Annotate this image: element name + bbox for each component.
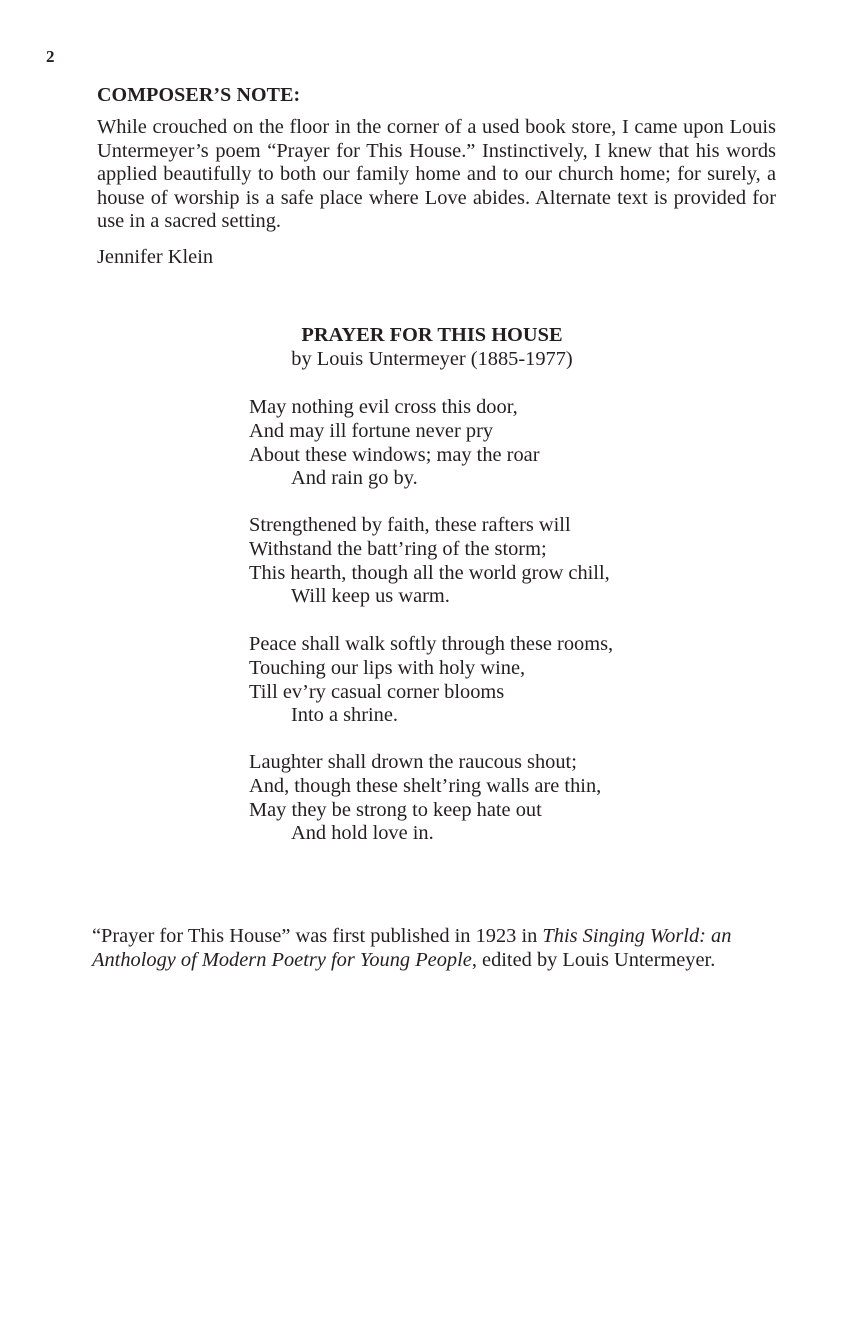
poem-stanza-2 — [249, 514, 669, 609]
composers-note-heading: COMPOSER’S NOTE: — [97, 84, 301, 106]
poem-line: About these windows; may the roar — [249, 443, 540, 466]
page-number: 2 — [46, 47, 55, 66]
poem-line-indented: And hold love in. — [291, 822, 434, 845]
poem-line: May they be strong to keep hate out — [249, 798, 542, 821]
publication-note-book-title: This Singing World: an Anthology of Modern Poetry for Young People — [92, 925, 732, 971]
poem-stanza-4 — [249, 751, 669, 846]
poem-line: This hearth, though all the world grow chill, — [249, 561, 610, 584]
poem-line: Laughter shall drown the raucous shout; — [249, 751, 577, 773]
poem-line: Till ev’ry casual corner blooms — [249, 680, 505, 703]
poem-title: PRAYER FOR THIS HOUSE — [301, 324, 563, 346]
poem-line: Withstand the batt’ring of the storm; — [249, 537, 547, 560]
composers-note-signature: Jennifer Klein — [97, 246, 214, 268]
poem-line: May nothing evil cross this door, — [249, 396, 518, 418]
poem-byline: by Louis Untermeyer (1885-1977) — [291, 348, 573, 370]
poem-line-indented: Into a shrine. — [291, 704, 399, 727]
poem-line: Touching our lips with holy wine, — [249, 656, 526, 679]
poem-line-indented: Will keep us warm. — [291, 585, 450, 608]
poem-stanza-3 — [249, 633, 669, 728]
publication-note — [92, 924, 782, 972]
composers-note-body: While crouched on the floor in the corner of a used book store, I came upon Louis Untermeyer’s poem “Prayer for This House.” Instinctively, I knew that his words applied beautifully to both our family home and to our church home; for surely, a house of worship is a safe place where Love abides. Alternate text is provided for use in a sacred setting. — [97, 116, 776, 233]
poem-line: Strengthened by faith, these rafters will — [249, 514, 571, 536]
poem-line: And may ill fortune never pry — [249, 419, 494, 442]
poem-line-indented: And rain go by. — [291, 467, 418, 490]
publication-note-prefix: “Prayer for This House” was first published in 1923 in — [92, 925, 543, 947]
publication-note-suffix: , edited by Louis Untermeyer. — [471, 949, 716, 971]
poem-line: Peace shall walk softly through these rooms, — [249, 633, 614, 655]
poem-stanza-1 — [249, 396, 669, 491]
poem-line: And, though these shelt’ring walls are thin, — [249, 774, 602, 797]
